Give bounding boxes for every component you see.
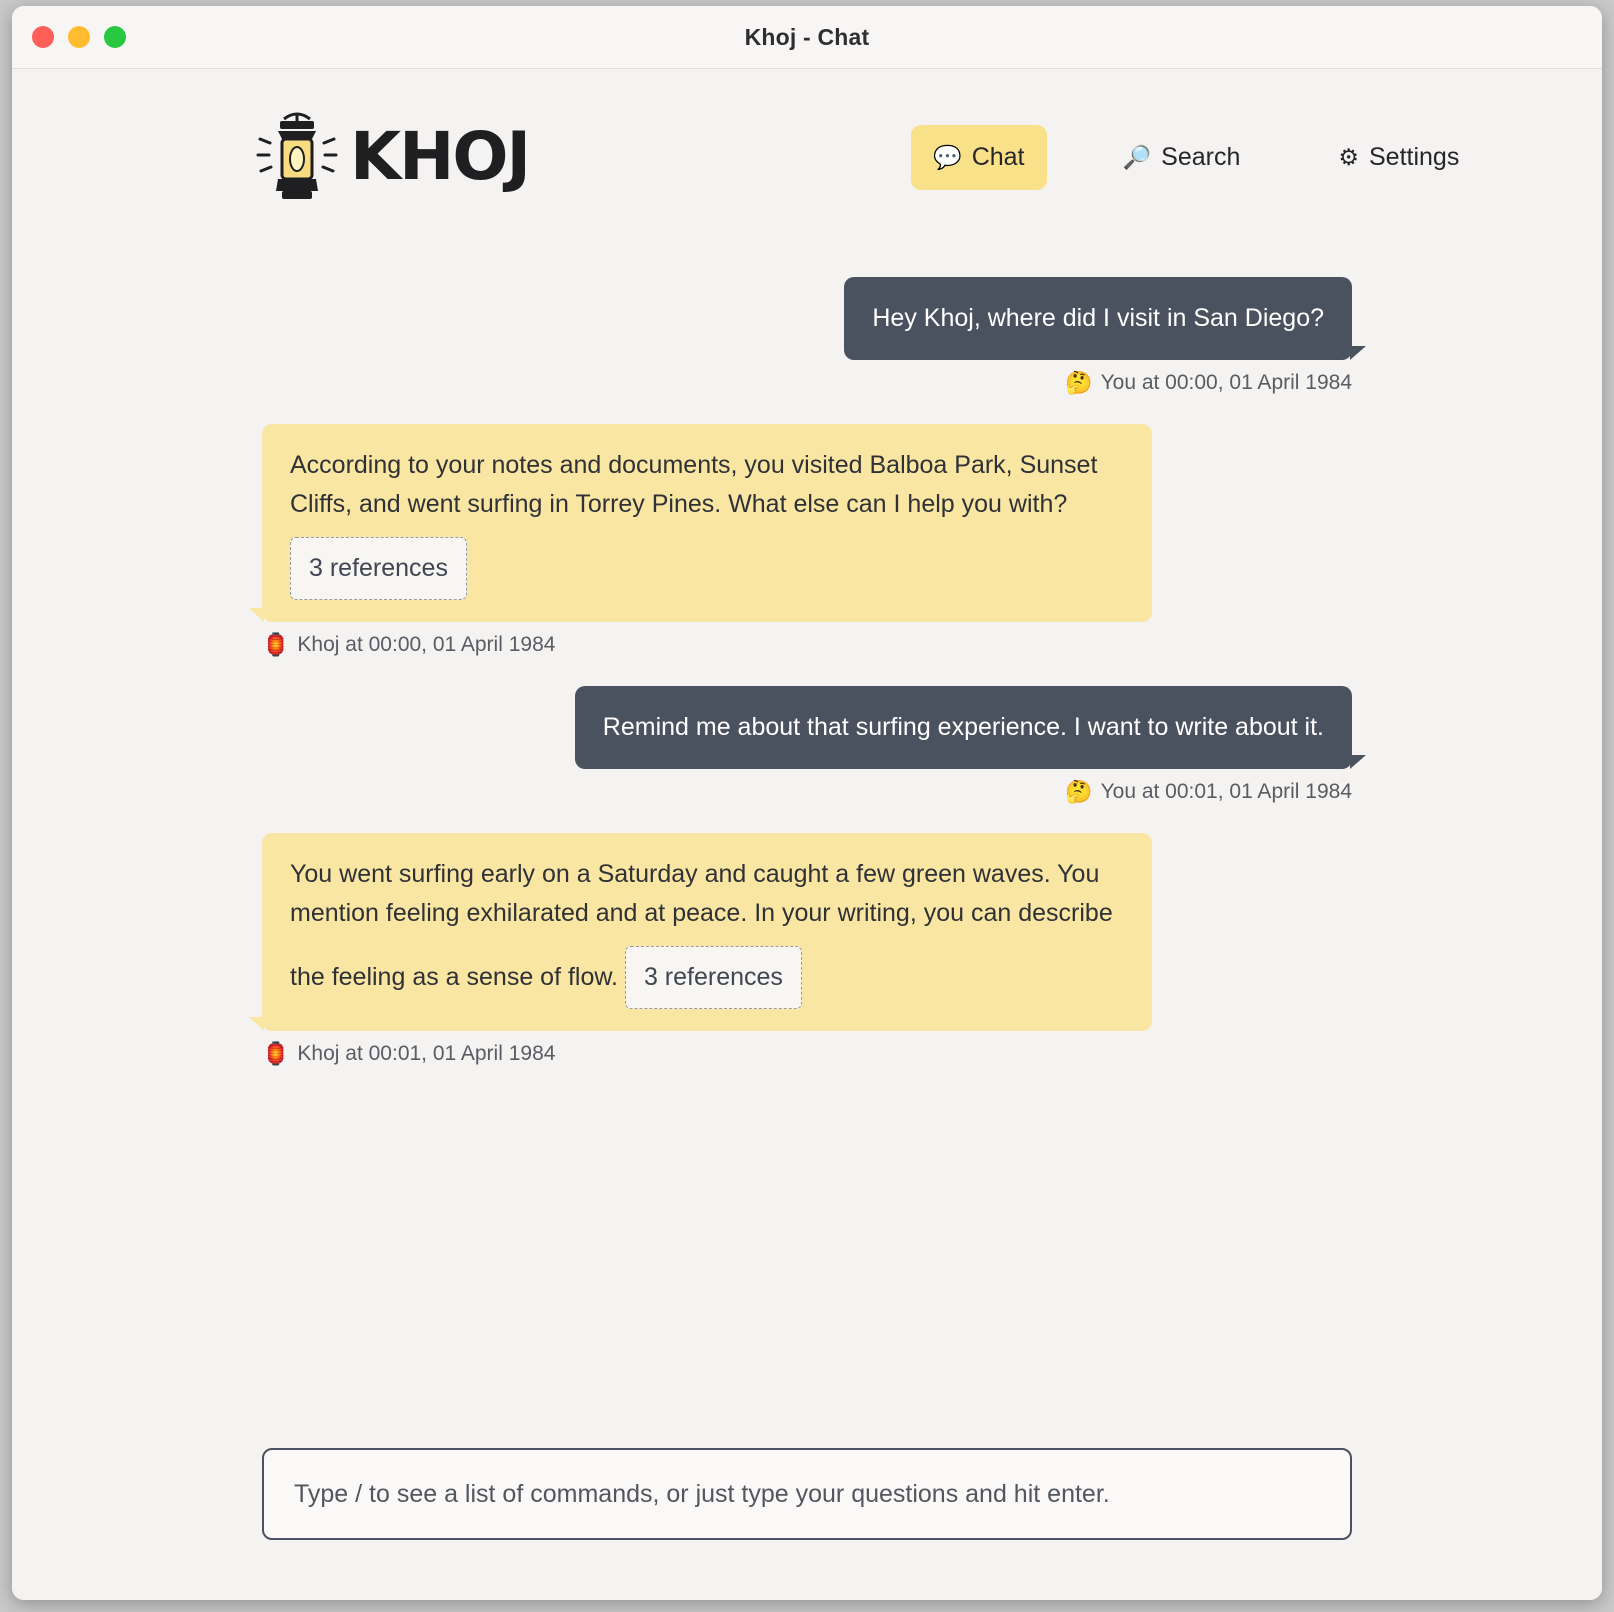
nav-item-settings[interactable] — [1316, 125, 1481, 190]
message-bubble — [262, 833, 1152, 1031]
message-bubble: Remind me about that surfing experience. I want to write about it. — [575, 686, 1352, 769]
message-meta — [1065, 370, 1352, 396]
message-text: You went surfing early on a Saturday and caught a few green waves. You mention feeling exhilarated and at peace. In your writing, you can describe the feeling as a sense of flow. — [290, 859, 1113, 992]
references-button[interactable]: 3 references — [625, 946, 802, 1009]
composer — [12, 1448, 1602, 1600]
message-meta — [262, 1041, 555, 1067]
chat-input[interactable] — [262, 1448, 1352, 1540]
app-header — [12, 69, 1602, 217]
chat-message-user — [262, 686, 1352, 805]
nav-item-search[interactable] — [1101, 125, 1263, 190]
window-titlebar — [12, 6, 1602, 69]
message-bubble: Hey Khoj, where did I visit in San Diego? — [844, 277, 1352, 360]
minimize-window-button[interactable] — [68, 26, 90, 48]
thinking-face-icon: 🤔 — [1065, 778, 1093, 804]
references-button[interactable]: 3 references — [290, 537, 467, 600]
nav-item-search-label: Search — [1161, 142, 1241, 171]
gear-icon: ⚙ — [1338, 143, 1359, 170]
message-meta — [262, 632, 555, 658]
message-meta — [1065, 779, 1352, 805]
magnifier-icon: 🔎 — [1122, 143, 1152, 170]
lantern-icon: 🏮 — [262, 632, 290, 657]
chat-bubble-icon: 💬 — [933, 143, 962, 170]
message-bubble — [262, 424, 1152, 622]
nav-item-chat-label: Chat — [971, 142, 1025, 171]
lantern-icon — [252, 109, 342, 205]
message-meta-text: You at 00:00, 01 April 1984 — [1100, 370, 1352, 394]
message-text: According to your notes and documents, you visited Balboa Park, Sunset Cliffs, and went surfing in Torrey Pines. What else can I help you with? — [290, 450, 1098, 518]
nav-item-chat[interactable] — [911, 125, 1046, 190]
thinking-face-icon: 🤔 — [1065, 369, 1093, 395]
close-window-button[interactable] — [32, 26, 54, 48]
message-meta-text: Khoj at 00:01, 01 April 1984 — [297, 1042, 556, 1065]
chat-message-khoj — [262, 833, 1352, 1067]
maximize-window-button[interactable] — [104, 26, 126, 48]
brand-logo[interactable] — [252, 109, 529, 205]
app-content — [12, 69, 1602, 1600]
chat-message-khoj — [262, 424, 1352, 658]
message-meta-text: Khoj at 00:00, 01 April 1984 — [297, 633, 556, 656]
main-nav — [911, 125, 1481, 190]
window-controls[interactable] — [32, 26, 126, 48]
window-title: Khoj - Chat — [744, 23, 870, 50]
message-meta-text: You at 00:01, 01 April 1984 — [1100, 779, 1352, 803]
brand-wordmark: KHOJ — [350, 118, 530, 195]
lantern-icon: 🏮 — [262, 1041, 290, 1066]
chat-transcript[interactable] — [12, 217, 1602, 1448]
chat-message-user — [262, 277, 1352, 396]
app-window — [12, 6, 1602, 1600]
nav-item-settings-label: Settings — [1368, 142, 1460, 171]
